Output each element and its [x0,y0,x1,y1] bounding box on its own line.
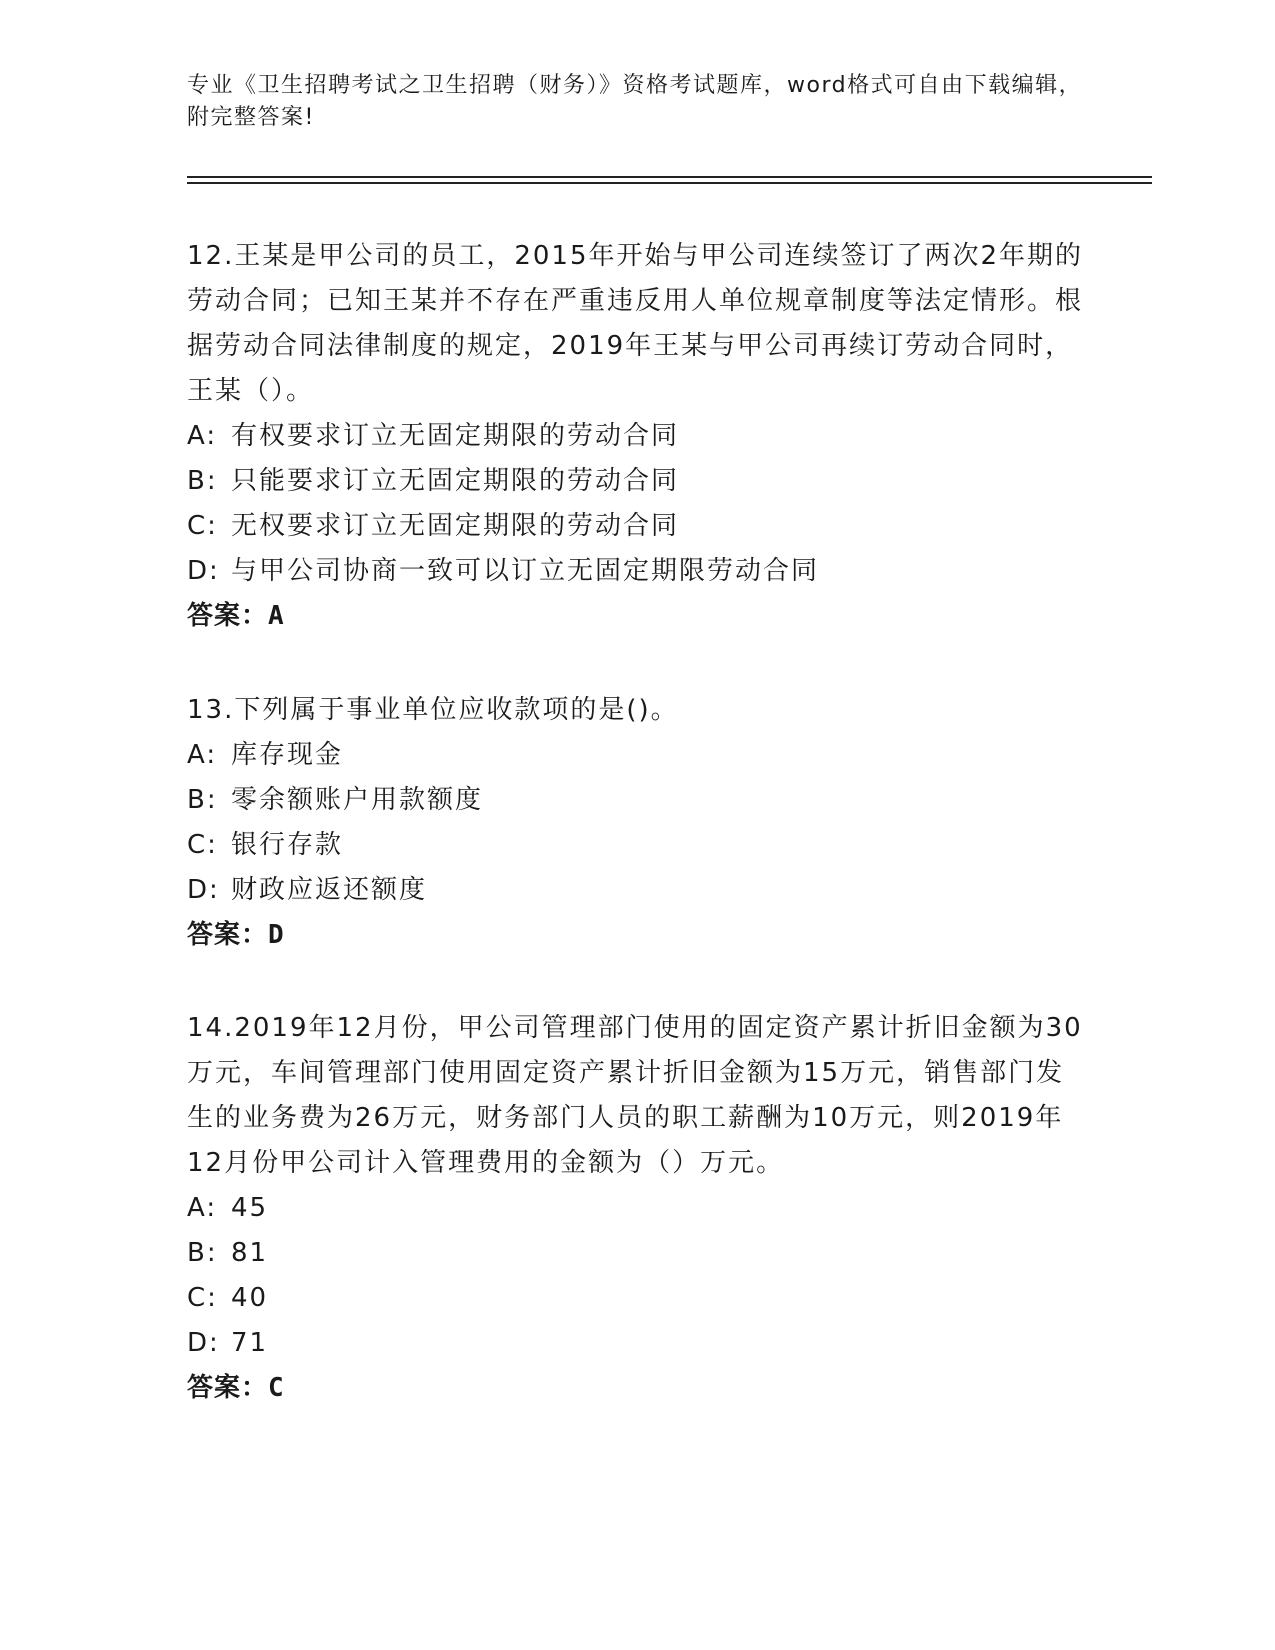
answer-label: 答案： [187,1373,269,1403]
option-d [187,1321,1087,1366]
option-c [187,1276,1087,1321]
question-text: 14.2019年12月份，甲公司管理部门使用的固定资产累计折旧金额为30万元，车间管理部门使用固定资产累计折旧金额为15万元，销售部门发生的业务费为26万元，财务部门人员的职工薪酬为10万元，则2019年12月份甲公司计入管理费用的金额为（）万元。 [187,1013,1083,1178]
option-text: 71 [231,1328,269,1358]
option-text: 财政应返还额度 [231,875,428,905]
option-d [187,549,1087,594]
question-text: 12.王某是甲公司的员工，2015年开始与甲公司连续签订了两次2年期的劳动合同；已知王某并不存在严重违反用人单位规章制度等法定情形。根据劳动合同法律制度的规定，2019年王某与甲公司再续订劳动合同时，王某（）。 [187,241,1084,406]
option-c [187,823,1087,868]
answer-label: 答案： [187,920,269,950]
option-text: 库存现金 [231,740,344,770]
option-a [187,733,1087,778]
option-text: 45 [231,1193,269,1223]
option-b [187,459,1087,504]
answer-line [187,913,1087,958]
answer-value: A [268,601,285,631]
option-letter: D: [187,875,220,905]
option-letter: A: [187,421,218,451]
option-b [187,1231,1087,1276]
option-text: 银行存款 [231,830,344,860]
header-divider-top [187,176,1152,178]
answer-line [187,1366,1087,1411]
option-text: 只能要求订立无固定期限的劳动合同 [231,466,680,496]
header-title: 专业《卫生招聘考试之卫生招聘（财务）》资格考试题库，word格式可自由下载编辑，附完整答案! [187,73,1083,130]
option-letter: B: [187,1238,218,1268]
header-divider-bottom [187,182,1152,184]
option-letter: C: [187,511,218,541]
option-text: 零余额账户用款额度 [231,785,484,815]
option-letter: B: [187,466,218,496]
option-letter: A: [187,1193,218,1223]
option-letter: C: [187,1283,218,1313]
option-letter: D: [187,556,220,586]
option-text: 无权要求订立无固定期限的劳动合同 [231,511,680,541]
option-letter: D: [187,1328,220,1358]
option-text: 与甲公司协商一致可以订立无固定期限劳动合同 [231,556,820,586]
option-text: 81 [231,1238,269,1268]
option-b [187,778,1087,823]
option-a [187,1186,1087,1231]
question-13 [187,688,1087,958]
option-text: 有权要求订立无固定期限的劳动合同 [231,421,680,451]
option-letter: A: [187,740,218,770]
option-text: 40 [231,1283,269,1313]
option-d [187,868,1087,913]
question-text: 13.下列属于事业单位应收款项的是()。 [187,695,679,725]
document-header [187,70,1087,134]
answer-value: D [268,920,285,950]
question-12 [187,234,1087,639]
answer-value: C [268,1373,285,1403]
option-a [187,414,1087,459]
option-letter: B: [187,785,218,815]
option-letter: C: [187,830,218,860]
question-14 [187,1006,1087,1411]
answer-label: 答案： [187,601,269,631]
option-c [187,504,1087,549]
answer-line [187,594,1087,639]
